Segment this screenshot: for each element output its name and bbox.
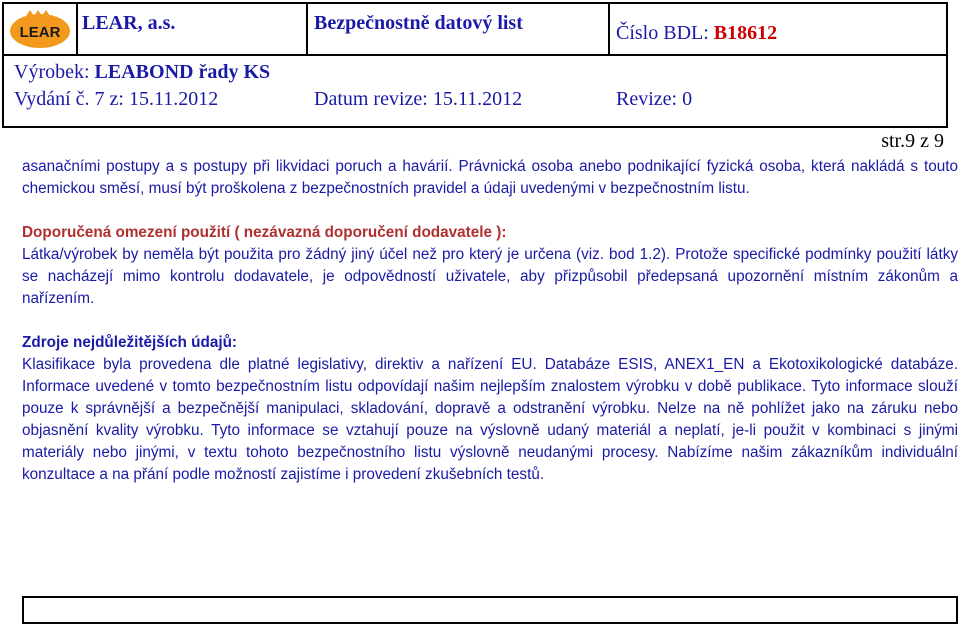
product-field [14,61,270,84]
revision-number: Revize: 0 [616,88,693,110]
header-table [2,2,948,128]
logo-text: LEAR [19,24,61,41]
product-label: Výrobek: [14,61,90,83]
header-divider [4,54,946,56]
header-divider [306,4,308,54]
header-divider [76,4,78,54]
paragraph-handling: asanačními postupy a s postupy při likvidaci poruch a havárií. Právnická osoba anebo podnikající fyzická osoba, která nakládá s touto chemickou směsí, musí být proškolena z bezpečnostních pravidel a údaji uvedenými v bezpečnostním listu. [22,158,958,197]
company-name: LEAR, a.s. [82,12,176,34]
paragraph-usage-restrictions: Látka/výrobek by neměla být použita pro žádný jiný účel než pro který je určena (viz. bod 1.2). Protože specifické podmínky použití látky se nacházejí mimo kontrolu dodavatele, je odpovědností uživatele, aby přizpůsobil předepsaná upozornění místním zákonům a nařízením. [22,246,958,307]
heading-data-sources: Zdroje nejdůležitějších údajů: [22,334,238,351]
page-number: str.9 z 9 [881,130,944,152]
document-body [22,156,958,486]
revision-date: Datum revize: 15.11.2012 [314,88,523,110]
issue-info: Vydání č. 7 z: 15.11.2012 [14,88,219,110]
lear-logo [8,8,76,50]
bdl-label: Číslo BDL: [616,22,709,44]
bdl-number-field [616,22,777,45]
header-divider [608,4,610,54]
bdl-number: B18612 [713,22,778,44]
heading-usage-restrictions: Doporučená omezení použití ( nezávazná doporučení dodavatele ): [22,224,507,241]
footer-box [22,596,958,624]
product-name: LEABOND řady KS [94,61,271,83]
paragraph-data-sources: Klasifikace byla provedena dle platné legislativy, direktiv a nařízení EU. Databáze ESIS, ANEX1_EN a Ekotoxikologické databáze. Informace uvedené v tomto bezpečnostním listu odpovídají našim nejlepším znalostem výrobku v době publikace. Tyto informace slouží pouze k správnější a bezpečnější manipulaci, skladování, dopravě a odstranění výrobku. Nelze na ně pohlížet jako na záruku nebo objasnění kvality výrobku. Tyto informace se vztahují pouze na výslovně udaný materiál a neplatí, je-li použit v kombinaci s jinými materiály nebo jinými, v textu tohoto bezpečnostního listu výslovně neudanými procesy. Nabízíme našim zákazníkům individuální konzultace a na přání podle možností zajistíme i provedení zkušebních testů. [22,356,958,483]
document-title: Bezpečnostně datový list [314,12,523,34]
